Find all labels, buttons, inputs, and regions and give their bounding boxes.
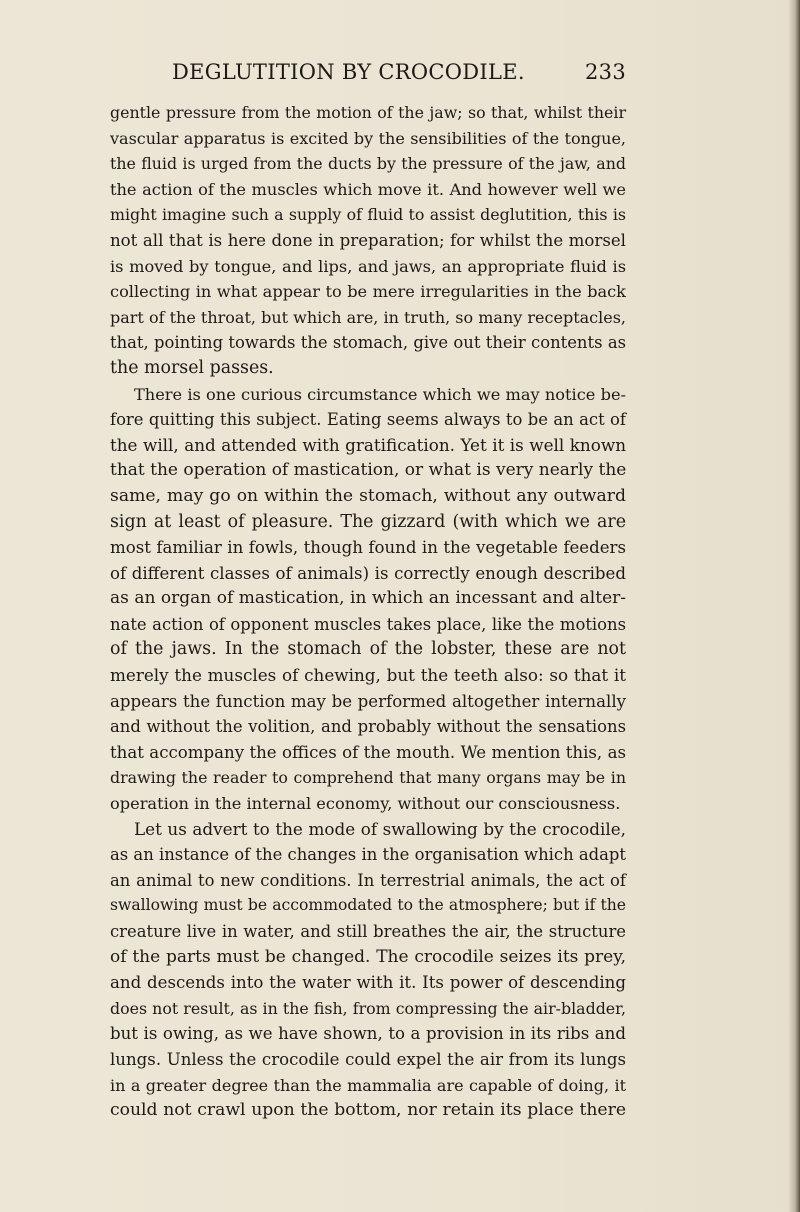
text-line: fore quitting this subject. Eating seems always to be an act of: [110, 410, 626, 430]
text-line: an animal to new conditions. In terrestrial animals, the act of: [110, 870, 626, 890]
text-line: appears the function may be performed altogether internally: [110, 691, 626, 711]
text-line: of the parts must be changed. The crocodile seizes its prey,: [110, 946, 626, 967]
text-line: that the operation of mastication, or what is very nearly the: [110, 460, 627, 481]
text-line: of the jaws. In the stomach of the lobster, these are not: [110, 639, 626, 660]
text-line: does not result, as in the fish, from compressing the air-bladder,: [110, 998, 626, 1018]
text-line: the fluid is urged from the ducts by the pressure of the jaw, and: [110, 154, 626, 174]
text-line: as an instance of the changes in the organisation which adapt: [110, 845, 626, 865]
text-line: nate action of opponent muscles takes place, like the motions: [110, 614, 626, 634]
text-line: merely the muscles of chewing, but the teeth also: so that it: [110, 665, 626, 686]
text-line: and without the volition, and probably without the sensations: [110, 717, 626, 737]
text-line: most familiar in fowls, though found in the vegetable feeders: [110, 538, 626, 558]
text-line: the action of the muscles which move it. And however well we: [110, 179, 626, 199]
text-line: part of the throat, but which are, in truth, so many receptacles,: [110, 307, 626, 327]
text-line: of different classes of animals) is correctly enough described: [110, 563, 626, 583]
text-line: and descends into the water with it. Its power of descending: [110, 973, 626, 993]
body-text: [110, 100, 626, 1124]
text-line: in a greater degree than the mammalia are capable of doing, it: [110, 1075, 626, 1095]
text-line: might imagine such a supply of fluid to assist deglutition, this is: [110, 205, 626, 225]
text-line: collecting in what appear to be mere irregularities in the back: [110, 282, 626, 302]
text-line: swallowing must be accommodated to the atmosphere; but if the: [110, 896, 626, 915]
text-line: that accompany the offices of the mouth. We mention this, as: [110, 742, 626, 762]
text-line: Let us advert to the mode of swallowing by the crocodile,: [134, 818, 626, 839]
text-line: the will, and attended with gratification. Yet it is well known: [110, 434, 626, 455]
text-line: that, pointing towards the stomach, give out their contents as: [110, 333, 626, 353]
running-header: [172, 60, 626, 90]
text-line: as an organ of mastication, in which an incessant and alter-: [110, 588, 626, 609]
text-line: gentle pressure from the motion of the jaw; so that, whilst their: [110, 103, 626, 122]
text-line: but is owing, as we have shown, to a provision in its ribs and: [110, 1024, 626, 1044]
text-line: operation in the internal economy, without our consciousness.: [110, 794, 621, 814]
running-title: DEGLUTITION BY CROCODILE.: [172, 60, 525, 84]
text-line: is moved by tongue, and lips, and jaws, an appropriate fluid is: [110, 256, 626, 276]
text-line: creature live in water, and still breathes the air, the structure: [110, 922, 626, 941]
text-line: the morsel passes.: [110, 357, 274, 378]
text-line: vascular apparatus is excited by the sensibilities of the tongue,: [110, 128, 626, 148]
page-edge-shadow: [788, 0, 800, 1212]
text-line: not all that is here done in preparation; for whilst the morsel: [110, 230, 626, 250]
text-line: could not crawl upon the bottom, nor retain its place there: [110, 1100, 626, 1121]
text-line: sign at least of pleasure. The gizzard (with which we are: [110, 511, 626, 532]
text-line: same, may go on within the stomach, without any outward: [110, 485, 626, 506]
text-line: lungs. Unless the crocodile could expel the air from its lungs: [110, 1049, 626, 1069]
text-line: drawing the reader to comprehend that many organs may be in: [110, 768, 626, 788]
page-number: 233: [585, 60, 626, 84]
text-line: There is one curious circumstance which we may notice be-: [134, 384, 626, 404]
